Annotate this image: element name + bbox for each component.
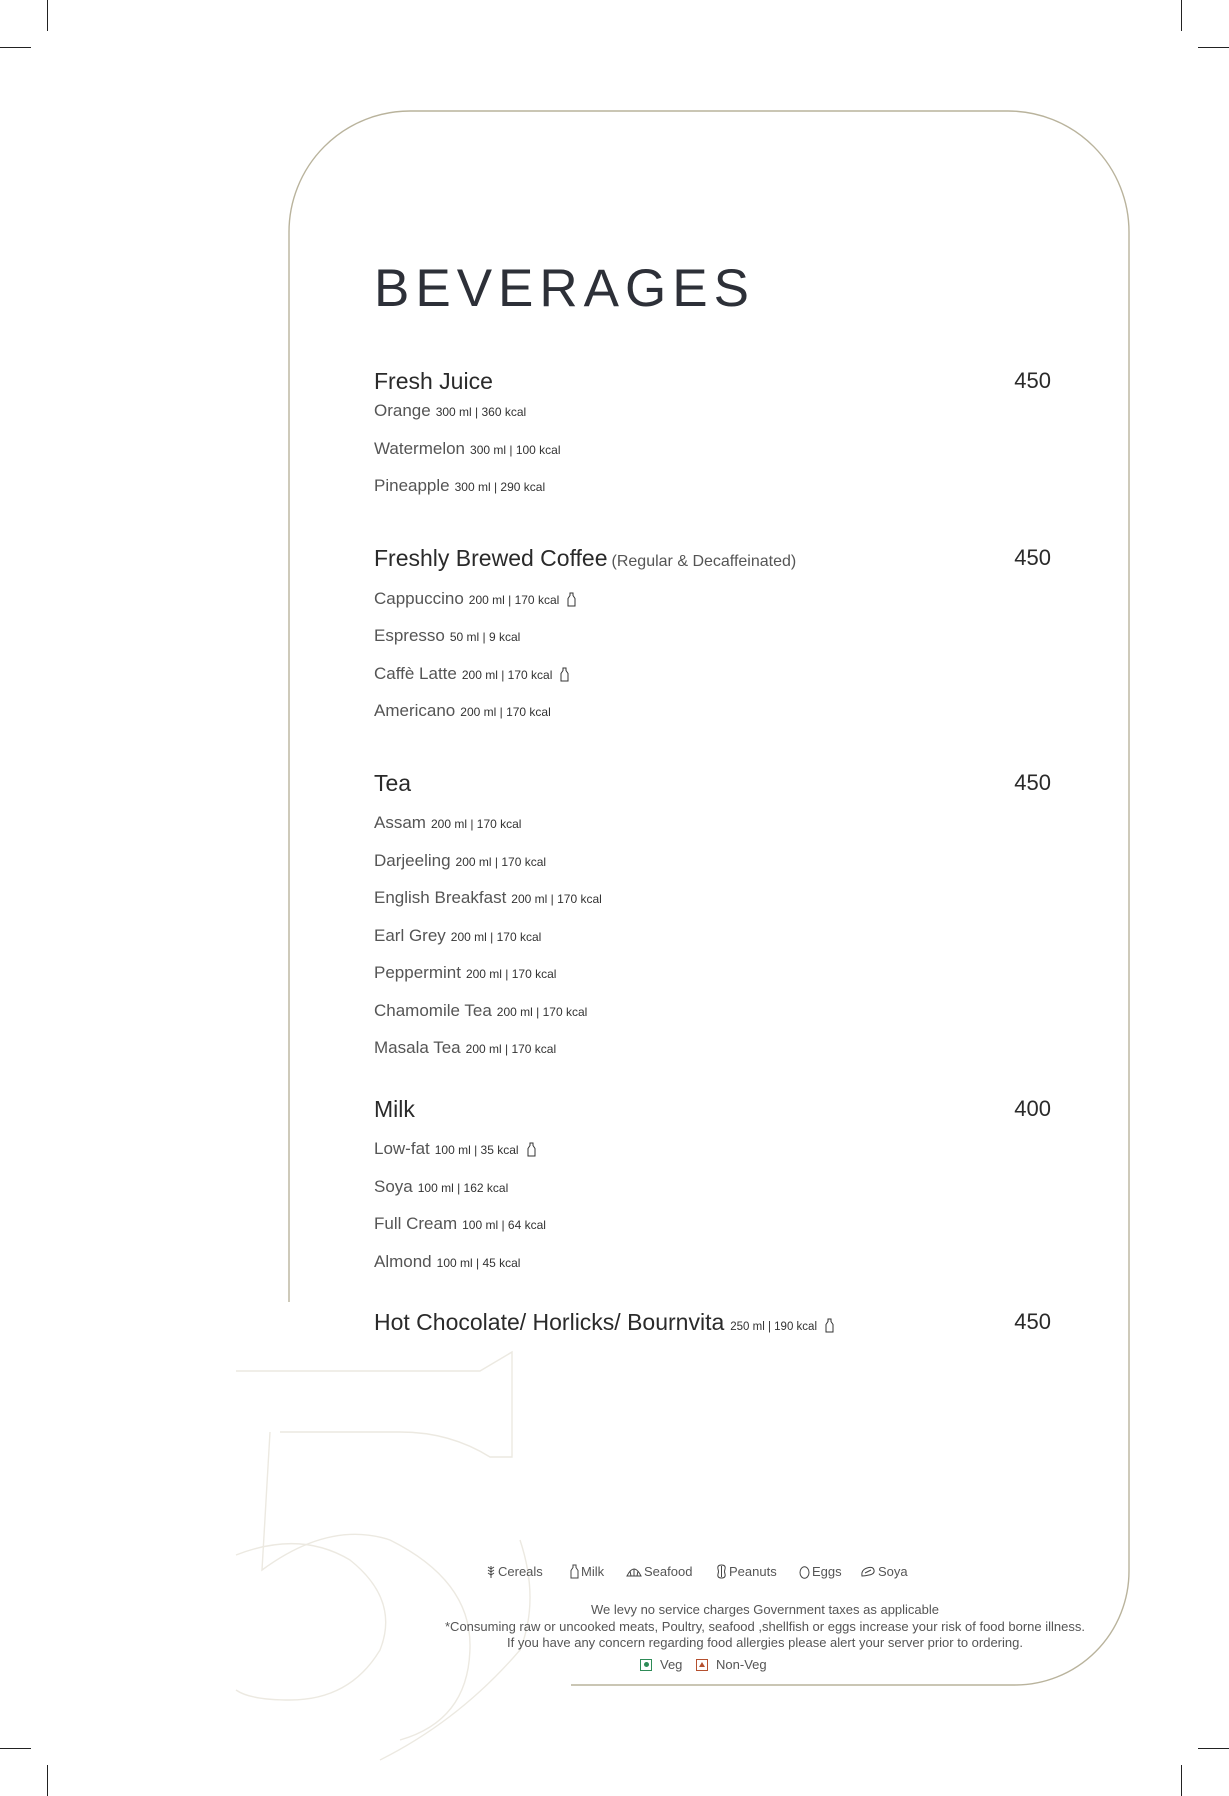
menu-item — [374, 439, 561, 459]
section-price: 400 — [1014, 1096, 1051, 1121]
section-header — [374, 368, 1051, 400]
section-header — [374, 770, 1051, 802]
section-name: Hot Chocolate/ Horlicks/ Bournvita — [374, 1309, 725, 1335]
legend-label: Seafood — [644, 1564, 693, 1579]
item-meta: 200 ml | 170 kcal — [465, 1042, 557, 1056]
item-name: Americano — [374, 701, 456, 720]
legend-label: Soya — [878, 1564, 908, 1579]
legend-item — [570, 1564, 604, 1579]
veg-icon — [640, 1659, 652, 1671]
item-meta: 200 ml | 170 kcal — [461, 668, 553, 682]
menu-title: BEVERAGES — [374, 259, 755, 318]
crop-mark — [0, 47, 31, 48]
item-name: Full Cream — [374, 1214, 458, 1233]
item-meta: 200 ml | 170 kcal — [430, 817, 522, 831]
legend-item — [626, 1564, 692, 1579]
item-name: Peppermint — [374, 963, 461, 982]
item-name: English Breakfast — [374, 888, 507, 907]
item-meta: 200 ml | 170 kcal — [465, 967, 557, 981]
allergen-legend — [486, 1564, 926, 1586]
item-name: Assam — [374, 813, 426, 832]
menu-item — [374, 701, 551, 721]
item-meta: 100 ml | 162 kcal — [417, 1181, 509, 1195]
item-meta: 100 ml | 45 kcal — [436, 1256, 521, 1270]
item-meta: 200 ml | 170 kcal — [496, 1005, 588, 1019]
menu-item — [374, 1001, 587, 1021]
eggs-icon — [799, 1565, 810, 1579]
section-name: Fresh Juice — [374, 368, 493, 394]
veg-label: Veg — [660, 1657, 683, 1673]
soya-icon — [860, 1565, 876, 1579]
section-name: Freshly Brewed Coffee — [374, 545, 608, 571]
crop-mark — [1198, 47, 1229, 48]
seafood-icon — [626, 1566, 642, 1579]
section-name: Tea — [374, 770, 412, 796]
item-meta: 50 ml | 9 kcal — [449, 630, 521, 644]
menu-item — [374, 1139, 536, 1159]
menu-item — [374, 476, 545, 496]
section-price: 450 — [1014, 770, 1051, 795]
item-name: Watermelon — [374, 439, 466, 458]
item-name: Pineapple — [374, 476, 450, 495]
item-meta: 200 ml | 170 kcal — [450, 930, 542, 944]
item-name: Masala Tea — [374, 1038, 461, 1057]
item-meta: 300 ml | 360 kcal — [435, 405, 527, 419]
crop-mark — [47, 1765, 48, 1796]
legend-label: Cereals — [498, 1564, 543, 1579]
item-meta: 100 ml | 35 kcal — [434, 1143, 519, 1157]
section-price: 450 — [1014, 1309, 1051, 1334]
item-name: Caffè Latte — [374, 664, 457, 683]
footer-allergy-note: If you have any concern regarding food allergies please alert your server prior to ordering. — [507, 1635, 1023, 1650]
milk-icon — [527, 1142, 536, 1157]
menu-item — [374, 401, 526, 421]
menu-item — [374, 851, 546, 871]
menu-item — [374, 626, 520, 646]
section-meta: 250 ml | 190 kcal — [730, 1321, 817, 1333]
menu-item — [374, 664, 569, 684]
item-meta: 200 ml | 170 kcal — [455, 855, 547, 869]
item-name: Espresso — [374, 626, 445, 645]
legend-item — [716, 1564, 777, 1579]
legend-label: Peanuts — [729, 1564, 777, 1579]
milk-icon — [570, 1564, 579, 1579]
milk-icon — [567, 592, 576, 607]
crop-mark — [1181, 1765, 1182, 1796]
crop-mark — [0, 1748, 31, 1749]
milk-icon — [560, 667, 569, 682]
crop-mark — [1181, 0, 1182, 31]
menu-item — [374, 813, 521, 833]
section-header — [374, 545, 1051, 577]
section-note: (Regular & Decaffeinated) — [611, 553, 797, 570]
section-price: 450 — [1014, 545, 1051, 570]
nonveg-label: Non-Veg — [716, 1657, 767, 1673]
menu-item — [374, 1214, 546, 1234]
legend-item — [799, 1564, 842, 1579]
item-meta: 300 ml | 100 kcal — [470, 443, 561, 457]
item-meta: 200 ml | 170 kcal — [511, 892, 602, 906]
milk-icon — [825, 1318, 834, 1333]
item-name: Soya — [374, 1177, 413, 1196]
cereals-icon — [486, 1565, 496, 1579]
menu-item — [374, 1177, 508, 1197]
menu-item — [374, 888, 602, 908]
menu-item — [374, 963, 556, 983]
legend-item — [860, 1564, 908, 1579]
section-name: Milk — [374, 1096, 415, 1122]
item-meta: 200 ml | 170 kcal — [468, 593, 560, 607]
crop-mark — [47, 0, 48, 31]
menu-item — [374, 1038, 556, 1058]
item-name: Orange — [374, 401, 431, 420]
item-name: Almond — [374, 1252, 432, 1271]
item-name: Low-fat — [374, 1139, 430, 1158]
item-name: Earl Grey — [374, 926, 446, 945]
menu-item — [374, 926, 541, 946]
item-name: Cappuccino — [374, 589, 464, 608]
legend-label: Milk — [581, 1564, 605, 1579]
item-meta: 300 ml | 290 kcal — [454, 480, 546, 494]
menu-item — [374, 589, 576, 609]
section-header — [374, 1309, 1051, 1341]
item-name: Darjeeling — [374, 851, 451, 870]
section-header — [374, 1096, 1051, 1128]
nonveg-icon — [696, 1659, 708, 1671]
crop-mark — [1198, 1748, 1229, 1749]
item-meta: 200 ml | 170 kcal — [460, 705, 551, 719]
legend-label: Eggs — [812, 1564, 842, 1579]
peanuts-icon — [716, 1564, 727, 1579]
footer-tax-note: We levy no service charges Government taxes as applicable — [590, 1602, 940, 1617]
veg-legend — [640, 1656, 767, 1672]
item-name: Chamomile Tea — [374, 1001, 492, 1020]
section-price: 450 — [1014, 368, 1051, 393]
menu-item — [374, 1252, 520, 1272]
watermark-number — [236, 1352, 530, 1760]
legend-item — [486, 1564, 543, 1579]
item-meta: 100 ml | 64 kcal — [462, 1218, 546, 1232]
footer-food-warning: *Consuming raw or uncooked meats, Poultry, seafood ,shellfish or eggs increase your risk of food borne illness. — [445, 1619, 1085, 1634]
